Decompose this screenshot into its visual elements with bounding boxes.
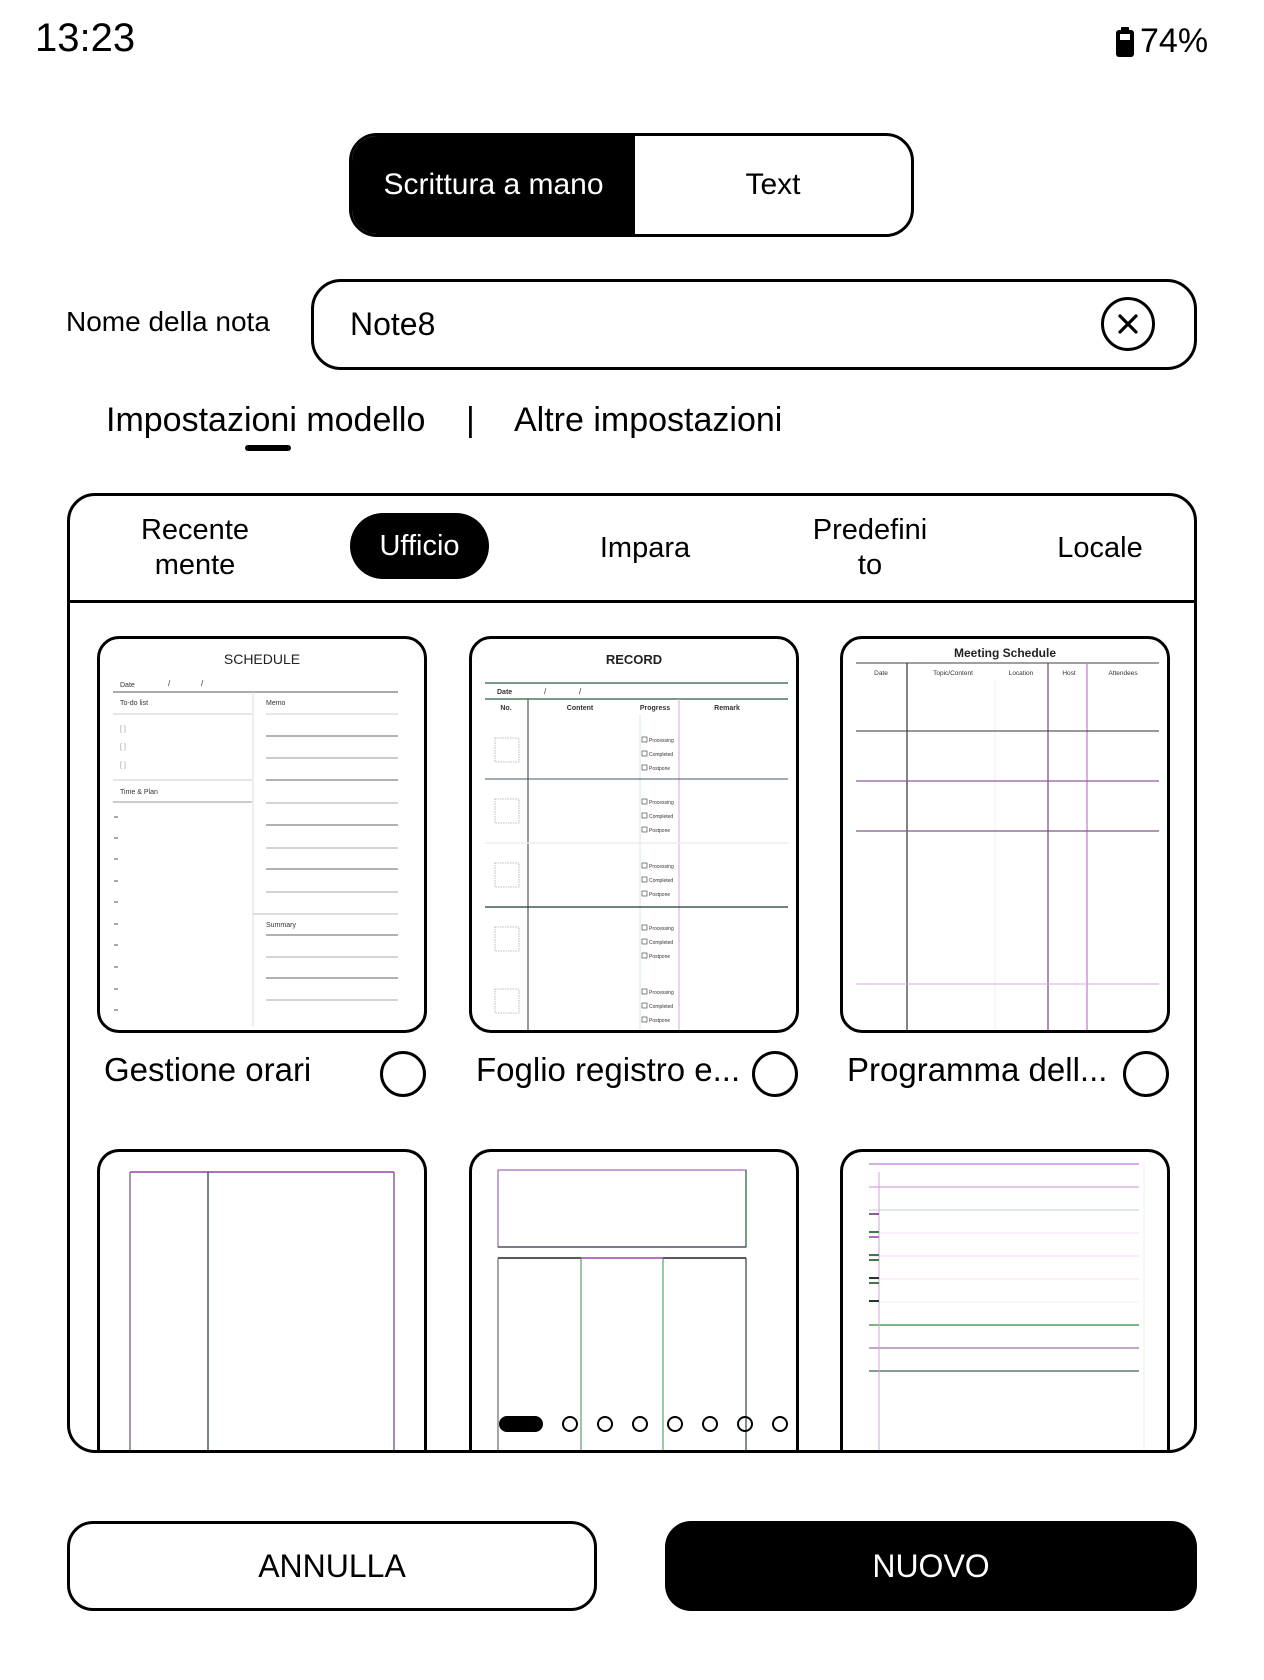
template-radio-2[interactable] xyxy=(1123,1051,1169,1097)
page-indicator-dot[interactable] xyxy=(667,1416,683,1432)
thumb-date-sep: / xyxy=(201,679,204,688)
template-panel xyxy=(67,493,1197,1453)
category-learn[interactable]: Impara xyxy=(599,531,691,564)
category-default[interactable]: Predefini to xyxy=(812,514,928,581)
note-name-field-container xyxy=(311,279,1197,370)
svg-text:Completed: Completed xyxy=(649,878,674,884)
thumb-col-header: Host xyxy=(1062,670,1076,677)
thumb-col-header: Location xyxy=(1008,670,1034,677)
thumb-progress-group xyxy=(642,989,674,1024)
svg-text:Completed: Completed xyxy=(649,940,674,946)
category-local[interactable]: Locale xyxy=(1057,531,1143,564)
create-button[interactable]: NUOVO xyxy=(665,1521,1197,1611)
page-indicator-dot[interactable] xyxy=(597,1416,613,1432)
svg-text:Processing: Processing xyxy=(649,990,674,996)
thumb-date-sep: / xyxy=(168,679,171,688)
svg-text:Postpone: Postpone xyxy=(649,1018,671,1024)
page-indicator-dot[interactable] xyxy=(632,1416,648,1432)
note-name-input[interactable] xyxy=(350,282,1070,367)
thumb-col-header: Progress xyxy=(639,705,671,712)
svg-text:Completed: Completed xyxy=(649,1004,674,1010)
thumb-date-label: Date xyxy=(120,682,135,689)
svg-text:Postpone: Postpone xyxy=(649,954,671,960)
cancel-button[interactable]: ANNULLA xyxy=(67,1521,597,1611)
svg-text:[ ]: [ ] xyxy=(120,744,126,751)
template-thumbnail-5[interactable] xyxy=(469,1149,799,1453)
thumb-summary-label: Summary xyxy=(266,922,296,929)
template-category-bar xyxy=(70,496,1194,603)
svg-text:Processing: Processing xyxy=(649,926,674,932)
page-indicator-active[interactable] xyxy=(499,1416,543,1432)
template-label: Gestione orari xyxy=(104,1051,312,1088)
template-radio-1[interactable] xyxy=(752,1051,798,1097)
thumb-date-label: Date xyxy=(497,689,513,696)
thumb-col-header: Attendees xyxy=(1108,670,1138,677)
svg-text:Processing: Processing xyxy=(649,800,674,806)
svg-text:[ ]: [ ] xyxy=(120,726,126,733)
mode-handwriting-button[interactable]: Scrittura a mano xyxy=(352,136,635,234)
note-name-label: Nome della nota xyxy=(66,306,270,337)
template-thumbnail-record[interactable] xyxy=(469,636,799,1033)
thumb-col-header: Content xyxy=(566,705,594,712)
battery-indicator xyxy=(1116,22,1208,61)
thumb-memo-label: Memo xyxy=(266,700,286,707)
page-indicator-dot[interactable] xyxy=(702,1416,718,1432)
thumb-progress-group xyxy=(642,863,674,898)
thumb-progress-group xyxy=(642,799,674,834)
thumb-col-header: Date xyxy=(874,670,888,677)
template-label: Programma dell... xyxy=(847,1051,1108,1088)
page-indicator-dot[interactable] xyxy=(737,1416,753,1432)
page-indicator-dot[interactable] xyxy=(772,1416,788,1432)
template-thumbnail-4[interactable] xyxy=(97,1149,427,1453)
svg-text:Completed: Completed xyxy=(649,814,674,820)
tab-other-settings[interactable]: Altre impostazioni xyxy=(514,401,783,439)
page-indicator-dot[interactable] xyxy=(562,1416,578,1432)
battery-percent: 74% xyxy=(1140,22,1209,60)
thumb-title: SCHEDULE xyxy=(223,651,301,667)
close-icon xyxy=(1116,312,1140,336)
template-thumbnail-6[interactable] xyxy=(840,1149,1170,1453)
svg-text:[ ]: [ ] xyxy=(120,762,126,769)
thumb-title: RECORD xyxy=(605,652,663,667)
thumb-time-plan-label: Time & Plan xyxy=(120,789,158,796)
svg-text:Postpone: Postpone xyxy=(649,828,671,834)
category-recent[interactable]: Recente mente xyxy=(140,514,249,581)
battery-icon xyxy=(1116,27,1134,57)
thumb-date-sep: / xyxy=(579,687,582,696)
template-radio-0[interactable] xyxy=(380,1051,426,1097)
svg-text:Postpone: Postpone xyxy=(649,766,671,772)
active-tab-indicator xyxy=(245,445,291,451)
thumb-progress-group xyxy=(642,925,674,960)
clear-input-button[interactable] xyxy=(1101,297,1155,351)
status-time: 13:23 xyxy=(35,16,136,60)
svg-text:Completed: Completed xyxy=(649,752,674,758)
tab-template-settings[interactable]: Impostazioni modello xyxy=(106,401,426,439)
thumb-col-header: Topic/Content xyxy=(933,670,973,677)
mode-toggle xyxy=(349,133,914,237)
thumb-title: Meeting Schedule xyxy=(953,646,1057,660)
template-label: Foglio registro e... xyxy=(476,1051,741,1088)
svg-text:Postpone: Postpone xyxy=(649,892,671,898)
template-thumbnail-meeting[interactable] xyxy=(840,636,1170,1033)
svg-text:Processing: Processing xyxy=(649,738,674,744)
thumb-col-header: Remark xyxy=(714,705,740,712)
thumb-todo-label: To-do list xyxy=(120,700,149,707)
thumb-date-sep: / xyxy=(544,687,547,696)
thumb-col-header: No. xyxy=(500,705,512,712)
svg-text:Processing: Processing xyxy=(649,864,674,870)
category-office[interactable]: Ufficio xyxy=(350,513,489,579)
mode-text-button[interactable]: Text xyxy=(745,168,801,201)
tab-separator: | xyxy=(466,401,475,439)
thumb-progress-group xyxy=(642,737,674,772)
template-thumbnail-schedule[interactable] xyxy=(97,636,427,1033)
